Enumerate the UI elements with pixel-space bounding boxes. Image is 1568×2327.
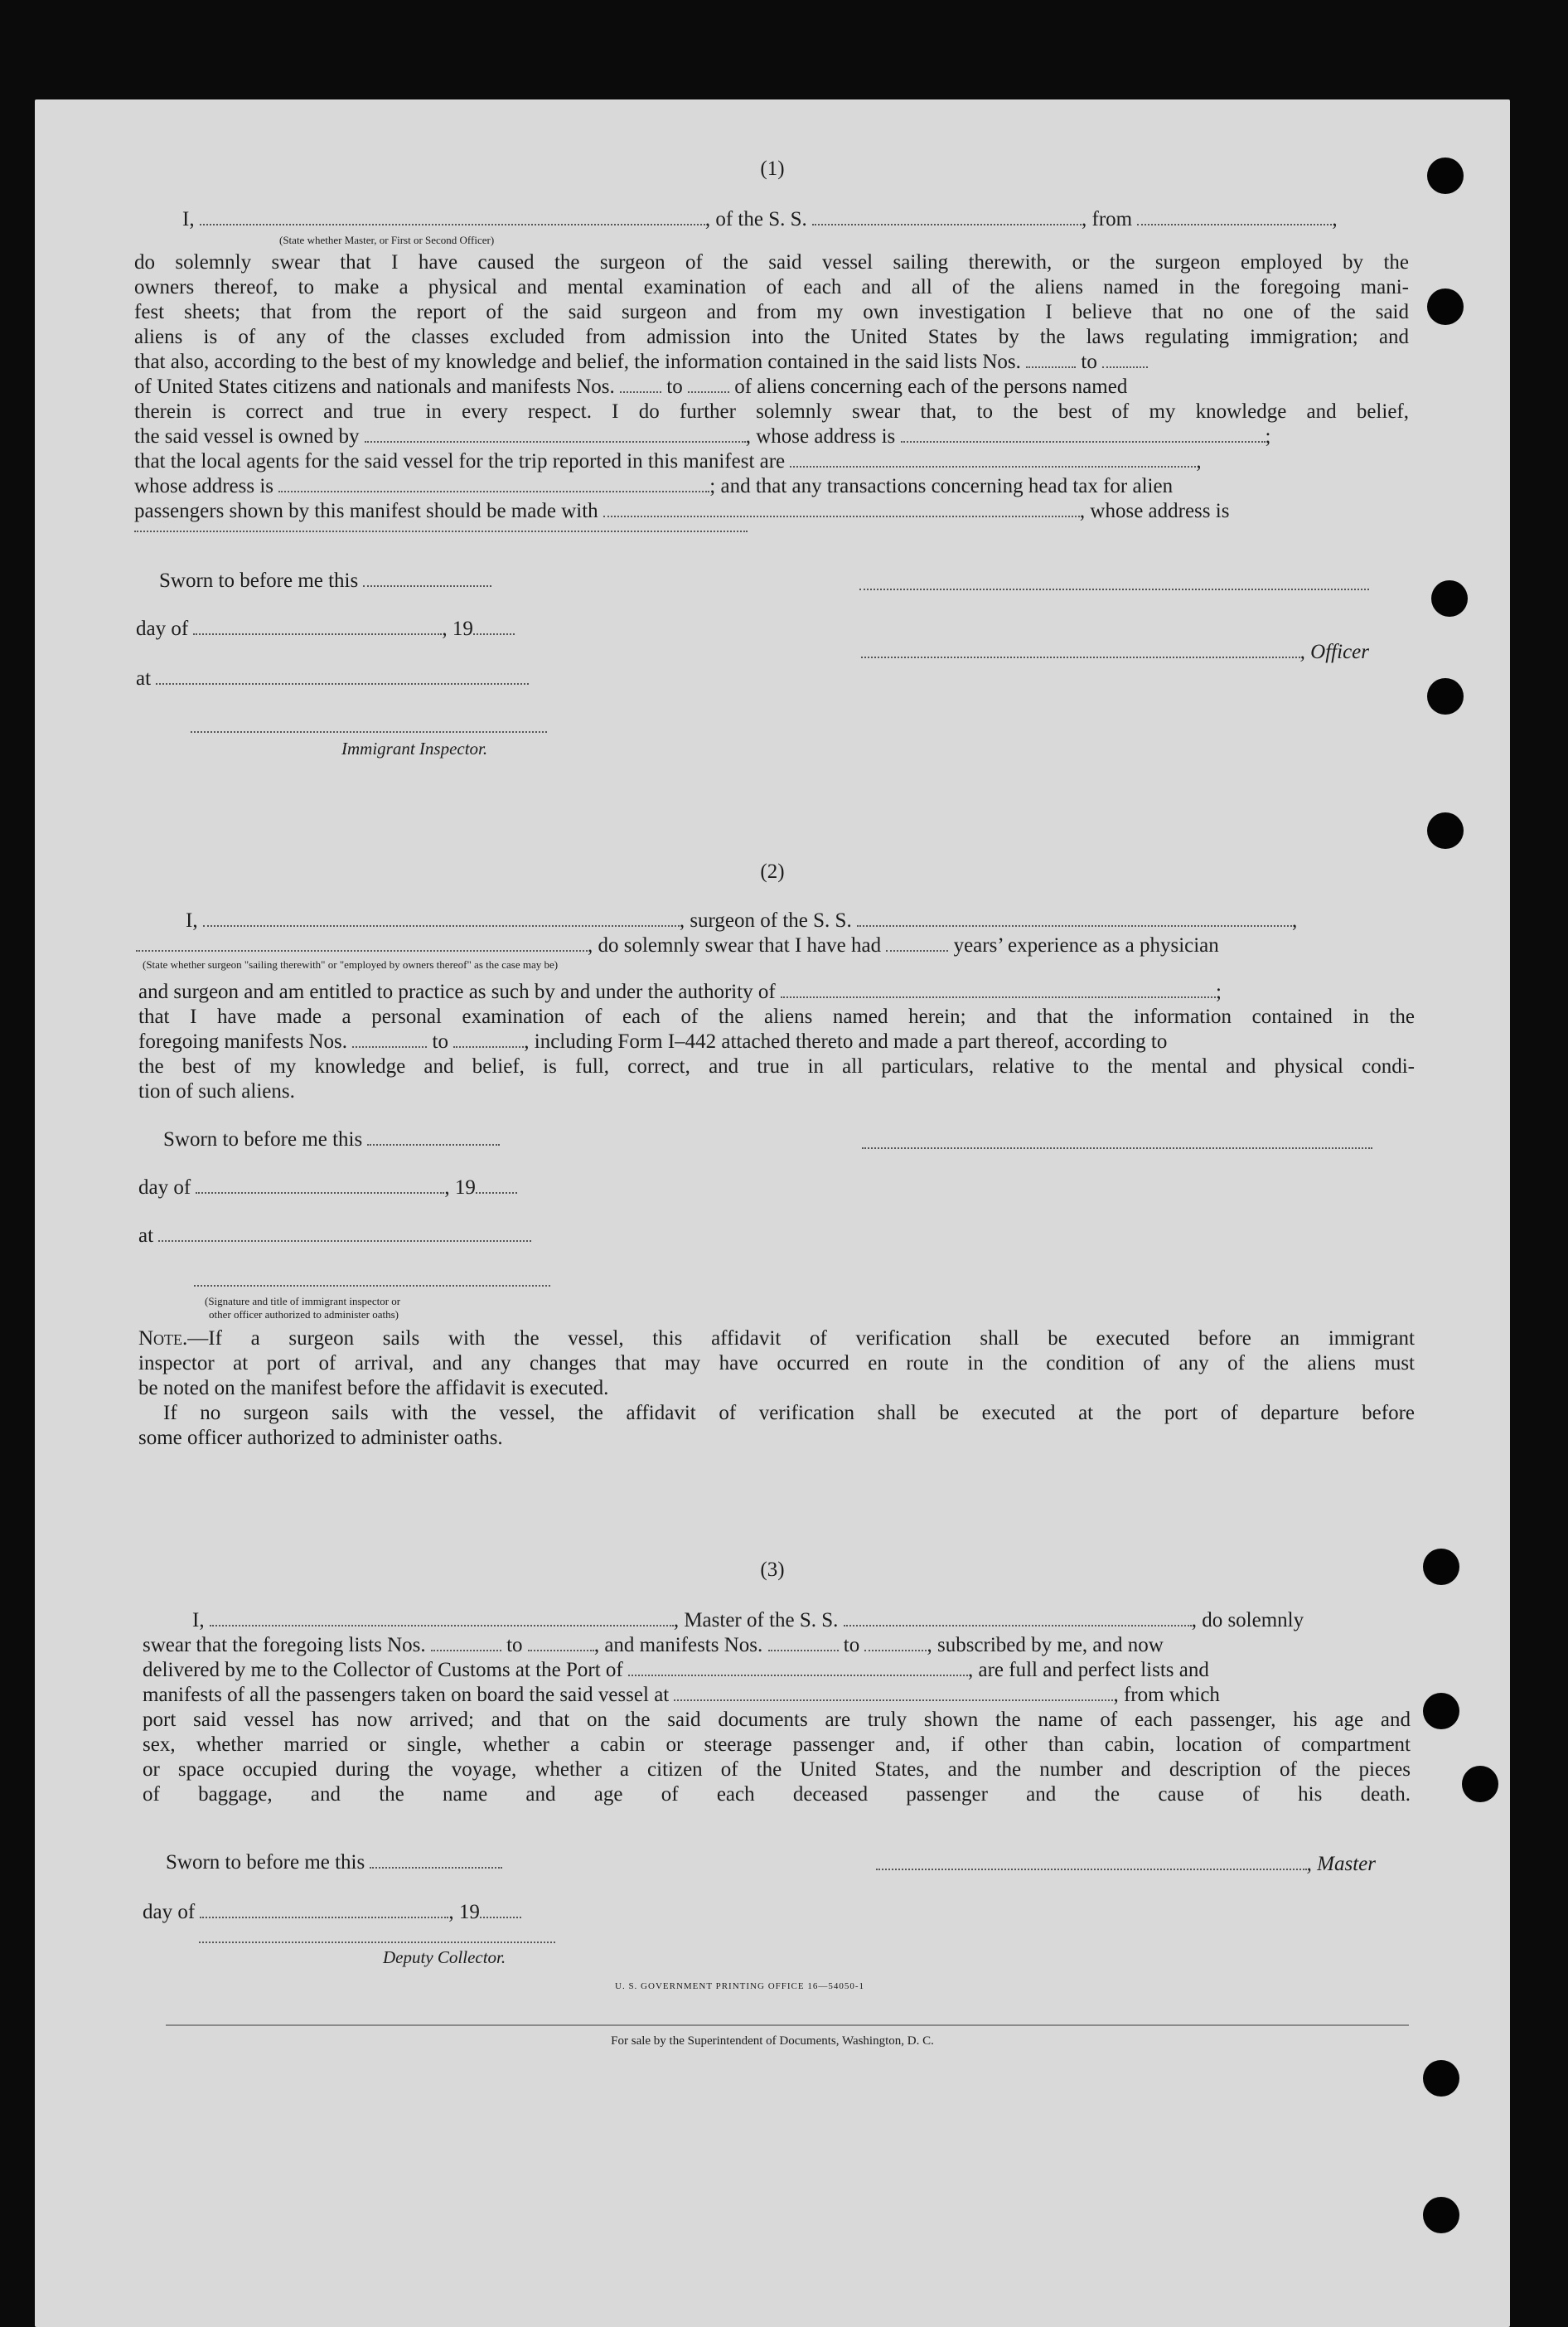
- s1-text-8: the said vessel is owned by , whose address is ;: [134, 425, 1271, 448]
- punch-hole: [1427, 288, 1464, 325]
- s2-text-2: that I have made a personal examination of each of the aliens named herein; and that the information contained in the: [138, 1006, 1415, 1028]
- s1-text-1: do solemnly swear that I have caused the surgeon of the said vessel sailing therewith, or the surgeon employed by the: [134, 251, 1409, 274]
- section-1-heading: (1): [760, 158, 785, 180]
- s3-text-4: of baggage, and the name and age of each deceased passenger and the cause of his death.: [143, 1783, 1411, 1806]
- section-2-heading: (2): [760, 861, 785, 883]
- s1-signature-line: [859, 589, 1369, 590]
- s3-line-2: swear that the foregoing lists Nos. to , and manifests Nos. to , subscribed by me, and now: [143, 1634, 1164, 1656]
- s2-text-1: and surgeon and am entitled to practice as such by and under the authority of ;: [138, 981, 1222, 1003]
- s2-caption-surgeon: (State whether surgeon "sailing therewith" or "employed by owners thereof" as the case may be): [143, 958, 559, 971]
- s1-immigrant-inspector: Immigrant Inspector.: [341, 739, 488, 759]
- s1-text-10: whose address is ; and that any transactions concerning head tax for alien: [134, 475, 1174, 497]
- s1-line-1: I, , of the S. S. , from ,: [182, 208, 1338, 230]
- section-3-heading: (3): [760, 1559, 785, 1581]
- s1-text-3: fest sheets; that from the report of the said surgeon and from my own investigation I believe that no one of the said: [134, 301, 1409, 323]
- s1-caption-officer: (State whether Master, or First or Second Officer): [279, 234, 495, 246]
- s2-day: day of , 19: [138, 1176, 517, 1200]
- s2-note-1: Note.—If a surgeon sails with the vessel, this affidavit of verification shall be executed before an immigrant: [138, 1327, 1415, 1350]
- s2-text-3: foregoing manifests Nos. to , including Form I–442 attached thereto and made a part thereof, according to: [138, 1030, 1168, 1053]
- s2-text-5: tion of such aliens.: [138, 1080, 295, 1103]
- s2-line-2: , do solemnly swear that I have had years’ experience as a physician: [136, 933, 1412, 958]
- s3-day: day of , 19: [143, 1900, 521, 1925]
- s1-sworn: Sworn to before me this: [159, 569, 491, 594]
- punch-hole: [1431, 580, 1468, 617]
- s3-sworn: Sworn to before me this: [166, 1850, 502, 1875]
- s2-note-2: inspector at port of arrival, and any changes that may have occurred en route in the condition of any of the aliens must: [138, 1352, 1415, 1374]
- s1-day: day of , 19: [136, 617, 515, 642]
- s3-text-1: port said vessel has now arrived; and that on the said documents are truly shown the name of each passenger, his age and: [143, 1709, 1411, 1731]
- s2-signature-line: [862, 1147, 1372, 1149]
- s1-text-2: owners thereof, to make a physical and mental examination of each and all of the aliens named in the foregoing mani-: [134, 276, 1409, 298]
- s2-caption-signature-1: (Signature and title of immigrant inspector or: [205, 1295, 401, 1307]
- s3-line-1: I, , Master of the S. S. , do solemnly: [192, 1609, 1304, 1631]
- s3-master: , Master: [862, 1852, 1376, 1877]
- s3-deputy-collector: Deputy Collector.: [383, 1947, 506, 1967]
- s1-text-4: aliens is of any of the classes excluded from admission into the United States by the laws regulating immigration; and: [134, 326, 1409, 348]
- s3-text-2: sex, whether married or single, whether a cabin or steerage passenger and, if other than cabin, location of compartment: [143, 1733, 1411, 1756]
- s2-note-5: some officer authorized to administer oaths.: [138, 1427, 503, 1449]
- s1-text-6: of United States citizens and nationals and manifests Nos. to of aliens concerning each of the persons named: [134, 376, 1128, 398]
- gpo-imprint: U. S. GOVERNMENT PRINTING OFFICE 16—54050-1: [615, 1981, 865, 1991]
- s2-note-3: be noted on the manifest before the affidavit is executed.: [138, 1377, 609, 1399]
- s1-text-7: therein is correct and true in every respect. I do further solemnly swear that, to the best of my knowledge and belief,: [134, 400, 1409, 423]
- s2-caption-signature-2: other officer authorized to administer oaths): [209, 1308, 399, 1321]
- s1-officer: , Officer: [859, 640, 1369, 665]
- form-page: [35, 99, 1510, 2327]
- punch-hole: [1462, 1766, 1498, 1802]
- s1-text-11: passengers shown by this manifest should be made with , whose address is: [134, 500, 1230, 522]
- punch-hole: [1427, 678, 1464, 715]
- s2-at: at: [138, 1224, 531, 1248]
- punch-hole: [1423, 2060, 1459, 2097]
- sale-notice: For sale by the Superintendent of Documents, Washington, D. C.: [611, 2034, 934, 2048]
- punch-hole: [1423, 2197, 1459, 2233]
- s1-at: at: [136, 667, 529, 691]
- s1-text-5: that also, according to the best of my knowledge and belief, the information contained in the said lists Nos. to: [134, 350, 1409, 375]
- s2-sworn: Sworn to before me this: [163, 1127, 500, 1152]
- s3-line-3: delivered by me to the Collector of Customs at the Port of , are full and perfect lists and: [143, 1659, 1209, 1681]
- s2-text-4: the best of my knowledge and belief, is full, correct, and true in all particulars, relative to the mental and physical condi-: [138, 1055, 1415, 1078]
- s2-note-4: If no surgeon sails with the vessel, the affidavit of verification shall be executed at the port of departure before: [163, 1402, 1415, 1424]
- s2-line-1: I, , surgeon of the S. S. ,: [186, 909, 1298, 932]
- s3-line-4: manifests of all the passengers taken on board the said vessel at , from which: [143, 1684, 1220, 1706]
- s3-text-3: or space occupied during the voyage, whether a citizen of the United States, and the number and description of the pieces: [143, 1758, 1411, 1781]
- punch-hole: [1427, 812, 1464, 849]
- s1-text-9: that the local agents for the said vessel for the trip reported in this manifest are ,: [134, 450, 1202, 473]
- punch-hole: [1423, 1693, 1459, 1729]
